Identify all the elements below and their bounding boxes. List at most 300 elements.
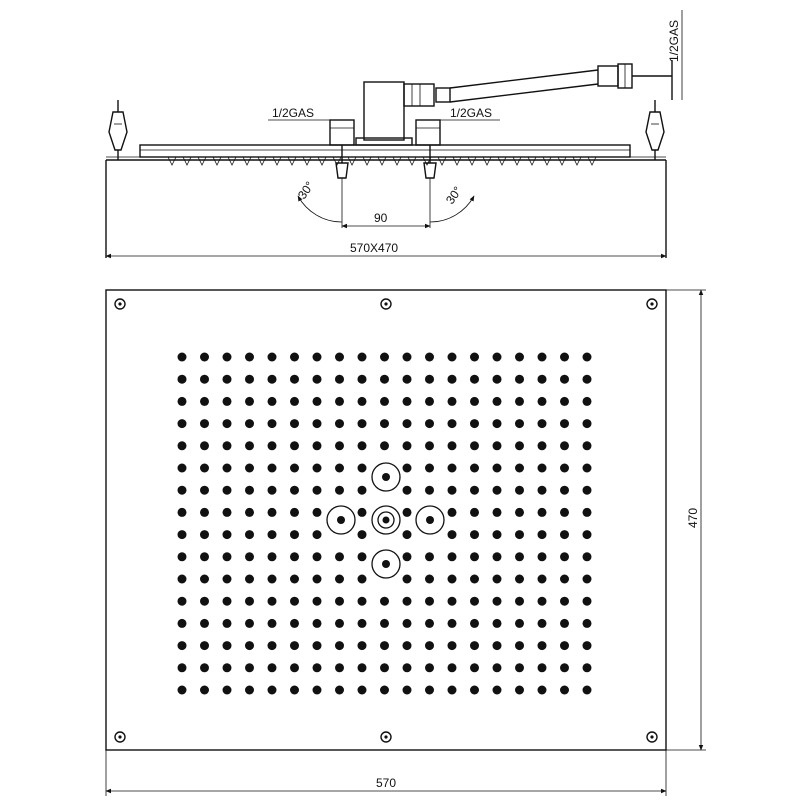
nozzle-dot <box>268 575 277 584</box>
nozzle-dot <box>493 375 502 384</box>
nozzle-dot <box>493 441 502 450</box>
nozzle-dot <box>223 397 232 406</box>
arm-inlet-label: 1/2GAS <box>667 19 681 62</box>
plan-width-label: 570 <box>376 776 397 790</box>
nozzle-dot <box>245 619 254 628</box>
nozzle-dot <box>515 619 524 628</box>
nozzle-dot <box>290 419 299 428</box>
nozzle-dot <box>223 530 232 539</box>
drip-nozzle <box>288 157 296 165</box>
nozzle-dot <box>583 353 592 362</box>
screw-icon <box>115 299 125 309</box>
nozzle-dot <box>335 353 344 362</box>
nozzle-dot <box>223 597 232 606</box>
nozzle-dot <box>313 397 322 406</box>
nozzle-dot <box>290 641 299 650</box>
nozzle-dot <box>515 641 524 650</box>
nozzle-dot <box>178 375 187 384</box>
screw-icon <box>647 732 657 742</box>
nozzle-dot <box>268 530 277 539</box>
nozzle-dot <box>583 575 592 584</box>
nozzle-dot <box>358 641 367 650</box>
nozzle-dot <box>313 486 322 495</box>
nozzle-dot <box>425 486 434 495</box>
nozzle-dot <box>335 641 344 650</box>
screw-icon <box>647 299 657 309</box>
drip-nozzle <box>558 157 566 165</box>
nozzle-dot <box>290 597 299 606</box>
nozzle-dot <box>493 663 502 672</box>
nozzle-dot <box>560 375 569 384</box>
nozzle-dot <box>178 530 187 539</box>
nozzle-dot <box>403 686 412 695</box>
nozzle-dot <box>358 597 367 606</box>
nozzle-dot <box>515 552 524 561</box>
nozzle-dot <box>178 419 187 428</box>
nozzle-dot <box>223 663 232 672</box>
nozzle-dot <box>470 397 479 406</box>
nozzle-dot <box>448 552 457 561</box>
nozzle-dot <box>448 575 457 584</box>
nozzle-dot <box>560 486 569 495</box>
nozzle-dot <box>515 464 524 473</box>
nozzle-dot <box>200 619 209 628</box>
nozzle-dot <box>470 686 479 695</box>
nozzle-dot <box>470 663 479 672</box>
nozzle-dot <box>425 686 434 695</box>
nozzle-dot <box>223 619 232 628</box>
right-inlet-label: 1/2GAS <box>450 106 493 120</box>
drip-nozzle <box>228 157 236 165</box>
nozzle-dot <box>380 686 389 695</box>
nozzle-dot <box>425 419 434 428</box>
nozzle-dot <box>200 552 209 561</box>
shower-arm <box>404 10 682 106</box>
nozzle-dot <box>470 552 479 561</box>
nozzle-dot <box>223 375 232 384</box>
nozzle-dot <box>425 441 434 450</box>
nozzle-dot <box>448 419 457 428</box>
nozzle-dot <box>178 641 187 650</box>
nozzle-dot <box>403 375 412 384</box>
nozzle-dot <box>268 486 277 495</box>
nozzle-dot <box>380 641 389 650</box>
nozzle-dot <box>403 597 412 606</box>
screw-icon <box>381 732 391 742</box>
screw-icon <box>115 732 125 742</box>
left-fixing-bracket <box>109 100 127 160</box>
nozzle-dot <box>313 353 322 362</box>
nozzle-dot <box>538 508 547 517</box>
nozzle-dot <box>538 641 547 650</box>
nozzle-dot <box>200 441 209 450</box>
nozzle-dot <box>538 486 547 495</box>
nozzle-dot <box>583 663 592 672</box>
nozzle-dot <box>403 641 412 650</box>
nozzle-dot <box>515 597 524 606</box>
nozzle-dot <box>290 686 299 695</box>
nozzle-dot <box>335 597 344 606</box>
nozzle-dot <box>538 375 547 384</box>
nozzle-dot <box>268 353 277 362</box>
nozzle-dot <box>560 686 569 695</box>
nozzle-dot <box>313 464 322 473</box>
spacing-label: 90 <box>374 211 388 225</box>
nozzle-dot <box>200 397 209 406</box>
nozzle-dot <box>583 530 592 539</box>
nozzle-dot <box>560 641 569 650</box>
nozzle-dot <box>470 419 479 428</box>
nozzle-dot <box>583 686 592 695</box>
nozzle-dot <box>223 464 232 473</box>
left-inlet-label: 1/2GAS <box>272 106 315 120</box>
nozzle-dot <box>335 486 344 495</box>
drip-nozzle <box>513 157 521 165</box>
drip-nozzle <box>198 157 206 165</box>
nozzle-dot <box>560 552 569 561</box>
nozzle-dot <box>538 397 547 406</box>
nozzle-dot <box>380 375 389 384</box>
drip-nozzle <box>273 157 281 165</box>
nozzle-dot <box>200 353 209 362</box>
nozzle-dot <box>358 530 367 539</box>
nozzle-dot <box>380 597 389 606</box>
side-elevation <box>106 10 682 258</box>
nozzle-dot <box>223 419 232 428</box>
nozzle-dot <box>560 508 569 517</box>
nozzle-dot <box>403 552 412 561</box>
nozzle-dot <box>313 641 322 650</box>
nozzle-dot <box>403 575 412 584</box>
nozzle-dot <box>358 375 367 384</box>
nozzle-dot <box>245 575 254 584</box>
drip-nozzle <box>213 157 221 165</box>
nozzle-dot <box>493 353 502 362</box>
nozzle-dot <box>290 619 299 628</box>
nozzle-dot <box>470 619 479 628</box>
nozzle-dot <box>583 419 592 428</box>
nozzle-dot <box>245 464 254 473</box>
central-mount <box>330 82 440 145</box>
drip-nozzle <box>168 157 176 165</box>
nozzle-dot <box>493 486 502 495</box>
nozzle-dot <box>448 530 457 539</box>
nozzle-dot <box>178 575 187 584</box>
nozzle-dot <box>223 441 232 450</box>
nozzle-dot <box>335 397 344 406</box>
nozzle-dot <box>493 552 502 561</box>
nozzle-dot <box>268 464 277 473</box>
right-fixing-bracket <box>646 100 664 160</box>
nozzle-dot <box>358 508 367 517</box>
nozzle-dot <box>178 552 187 561</box>
central-jets <box>327 463 444 578</box>
left-inlet-fitting <box>330 120 354 145</box>
nozzle-dot <box>448 663 457 672</box>
nozzle-dot <box>493 419 502 428</box>
nozzle-dot <box>560 397 569 406</box>
nozzle-dot <box>403 419 412 428</box>
nozzle-dot <box>560 575 569 584</box>
right-inlet-fitting <box>416 120 440 145</box>
drip-nozzle <box>588 157 596 165</box>
nozzle-dot <box>403 486 412 495</box>
nozzle-dot <box>313 375 322 384</box>
nozzle-dot <box>470 508 479 517</box>
nozzle-dot <box>268 663 277 672</box>
nozzle-dot <box>290 486 299 495</box>
nozzle-dot <box>425 375 434 384</box>
nozzle-dot <box>358 686 367 695</box>
nozzle-dot <box>583 375 592 384</box>
nozzle-dot <box>335 619 344 628</box>
nozzle-dot <box>200 464 209 473</box>
nozzle-dot <box>245 641 254 650</box>
nozzle-dot <box>470 353 479 362</box>
nozzle-dot <box>538 597 547 606</box>
plan-height-label: 470 <box>686 507 700 528</box>
nozzle-dot <box>358 663 367 672</box>
nozzle-dot <box>583 486 592 495</box>
nozzle-dot <box>403 530 412 539</box>
shower-plate <box>140 145 630 165</box>
nozzle-dot <box>425 353 434 362</box>
nozzle-dot <box>245 486 254 495</box>
nozzle-dot <box>358 441 367 450</box>
nozzle-dot <box>268 619 277 628</box>
drip-nozzle <box>483 157 491 165</box>
nozzle-dot <box>515 530 524 539</box>
nozzle-dot <box>245 375 254 384</box>
nozzle-dot <box>268 508 277 517</box>
nozzle-dot <box>268 686 277 695</box>
drip-nozzle <box>543 157 551 165</box>
nozzle-dot <box>583 441 592 450</box>
nozzle-dot <box>200 419 209 428</box>
nozzle-dot <box>313 508 322 517</box>
nozzle-dot <box>448 597 457 606</box>
nozzle-dot <box>358 552 367 561</box>
nozzle-dot <box>470 641 479 650</box>
nozzle-dot <box>245 597 254 606</box>
drip-nozzle <box>408 157 416 165</box>
nozzle-dot <box>425 619 434 628</box>
drip-nozzle <box>243 157 251 165</box>
nozzle-dot <box>200 597 209 606</box>
left-angle-label: 30° <box>294 178 317 202</box>
nozzle-dot <box>223 552 232 561</box>
nozzle-dot <box>358 419 367 428</box>
nozzle-dot <box>268 441 277 450</box>
nozzle-dot <box>313 441 322 450</box>
nozzle-dot <box>448 464 457 473</box>
nozzle-dot <box>200 530 209 539</box>
drip-nozzle <box>183 157 191 165</box>
nozzle-dot <box>493 619 502 628</box>
nozzle-dot <box>448 508 457 517</box>
nozzle-dot <box>200 375 209 384</box>
jet-right <box>416 506 444 534</box>
nozzle-dot <box>290 464 299 473</box>
nozzle-dot <box>560 464 569 473</box>
drip-nozzle <box>348 157 356 165</box>
drip-nozzle <box>258 157 266 165</box>
nozzle-dot <box>268 597 277 606</box>
nozzle-dot <box>178 353 187 362</box>
screw-icon <box>381 299 391 309</box>
nozzle-dot <box>290 530 299 539</box>
nozzle-dot <box>425 597 434 606</box>
nozzle-dot <box>448 641 457 650</box>
jet-bottom <box>372 550 400 578</box>
nozzle-dot <box>493 397 502 406</box>
drip-nozzle <box>303 157 311 165</box>
jet-center <box>372 506 400 534</box>
nozzle-dot <box>245 419 254 428</box>
nozzle-dot <box>470 441 479 450</box>
nozzle-dot <box>290 397 299 406</box>
nozzle-dot <box>380 419 389 428</box>
nozzle-dot <box>290 552 299 561</box>
nozzle-dot <box>358 397 367 406</box>
nozzle-dot <box>245 663 254 672</box>
nozzle-dot <box>313 619 322 628</box>
nozzle-dot <box>403 508 412 517</box>
jet-top <box>372 463 400 491</box>
nozzle-dot <box>335 575 344 584</box>
nozzle-dot <box>560 353 569 362</box>
nozzle-dot <box>538 686 547 695</box>
nozzle-dot <box>583 464 592 473</box>
nozzle-dot <box>448 375 457 384</box>
nozzle-dot <box>245 552 254 561</box>
nozzle-dot <box>380 353 389 362</box>
nozzle-dot <box>380 619 389 628</box>
nozzle-dot <box>425 663 434 672</box>
drip-nozzle <box>393 157 401 165</box>
nozzle-dot <box>358 575 367 584</box>
nozzle-dot <box>245 441 254 450</box>
nozzle-dot <box>290 353 299 362</box>
nozzle-dot <box>493 641 502 650</box>
nozzle-dot <box>538 663 547 672</box>
nozzle-dot <box>583 641 592 650</box>
nozzle-dot <box>290 508 299 517</box>
nozzle-dot <box>268 641 277 650</box>
nozzle-dot <box>313 419 322 428</box>
nozzle-dot <box>515 353 524 362</box>
nozzle-dot <box>583 508 592 517</box>
nozzle-dot <box>403 441 412 450</box>
nozzle-dot <box>358 353 367 362</box>
nozzle-dot <box>223 353 232 362</box>
nozzle-dot <box>538 353 547 362</box>
right-angle-label: 30° <box>442 183 465 207</box>
drip-nozzle <box>453 157 461 165</box>
nozzle-dot <box>425 397 434 406</box>
nozzle-dot <box>493 464 502 473</box>
nozzle-dot <box>313 530 322 539</box>
nozzle-dot <box>245 397 254 406</box>
nozzle-dot <box>515 575 524 584</box>
nozzle-dot <box>223 508 232 517</box>
nozzle-dot <box>268 419 277 428</box>
nozzle-dot <box>515 441 524 450</box>
nozzle-dot <box>515 375 524 384</box>
nozzle-dot <box>515 486 524 495</box>
nozzle-dot <box>470 530 479 539</box>
nozzle-dot <box>200 486 209 495</box>
nozzle-dot <box>560 619 569 628</box>
nozzle-dot <box>448 397 457 406</box>
drip-nozzle <box>438 157 446 165</box>
nozzle-dot <box>268 552 277 561</box>
overall-size-label: 570X470 <box>350 241 399 255</box>
nozzle-dot <box>313 663 322 672</box>
nozzle-dot <box>583 397 592 406</box>
nozzle-dot <box>493 686 502 695</box>
nozzle-dot <box>335 375 344 384</box>
nozzle-dot <box>515 397 524 406</box>
nozzle-dot <box>583 597 592 606</box>
nozzle-dot <box>448 353 457 362</box>
nozzle-dot <box>425 575 434 584</box>
nozzle-dot <box>335 441 344 450</box>
nozzle-dot <box>200 508 209 517</box>
nozzle-dot <box>313 575 322 584</box>
drip-nozzle <box>363 157 371 165</box>
drip-nozzle <box>468 157 476 165</box>
nozzle-dot <box>470 375 479 384</box>
nozzle-dot <box>560 441 569 450</box>
nozzle-dot <box>515 508 524 517</box>
nozzle-dot <box>245 686 254 695</box>
nozzle-dot <box>470 575 479 584</box>
nozzle-dot <box>380 663 389 672</box>
nozzle-dot <box>403 397 412 406</box>
nozzle-dot <box>380 397 389 406</box>
nozzle-dot <box>268 397 277 406</box>
nozzle-dot <box>200 663 209 672</box>
nozzle-dot <box>538 441 547 450</box>
nozzle-dot <box>403 619 412 628</box>
nozzle-dot <box>335 663 344 672</box>
nozzle-dot <box>335 552 344 561</box>
nozzle-dot <box>178 486 187 495</box>
nozzle-dot <box>335 464 344 473</box>
drip-nozzle <box>318 157 326 165</box>
nozzle-dot <box>515 663 524 672</box>
nozzle-dot <box>515 686 524 695</box>
nozzle-dot <box>493 597 502 606</box>
nozzle-dot <box>493 508 502 517</box>
nozzle-dot <box>358 619 367 628</box>
nozzle-dot <box>200 686 209 695</box>
nozzle-dot <box>178 663 187 672</box>
nozzle-dot <box>178 597 187 606</box>
nozzle-dot <box>245 508 254 517</box>
nozzle-dot <box>538 530 547 539</box>
nozzle-dot <box>403 353 412 362</box>
nozzle-dot <box>583 552 592 561</box>
nozzle-dot <box>583 619 592 628</box>
drip-nozzle <box>528 157 536 165</box>
plan-view <box>106 290 706 796</box>
jet-left <box>327 506 355 534</box>
nozzle-dot <box>560 597 569 606</box>
nozzle-dot <box>560 419 569 428</box>
nozzle-dot <box>538 552 547 561</box>
